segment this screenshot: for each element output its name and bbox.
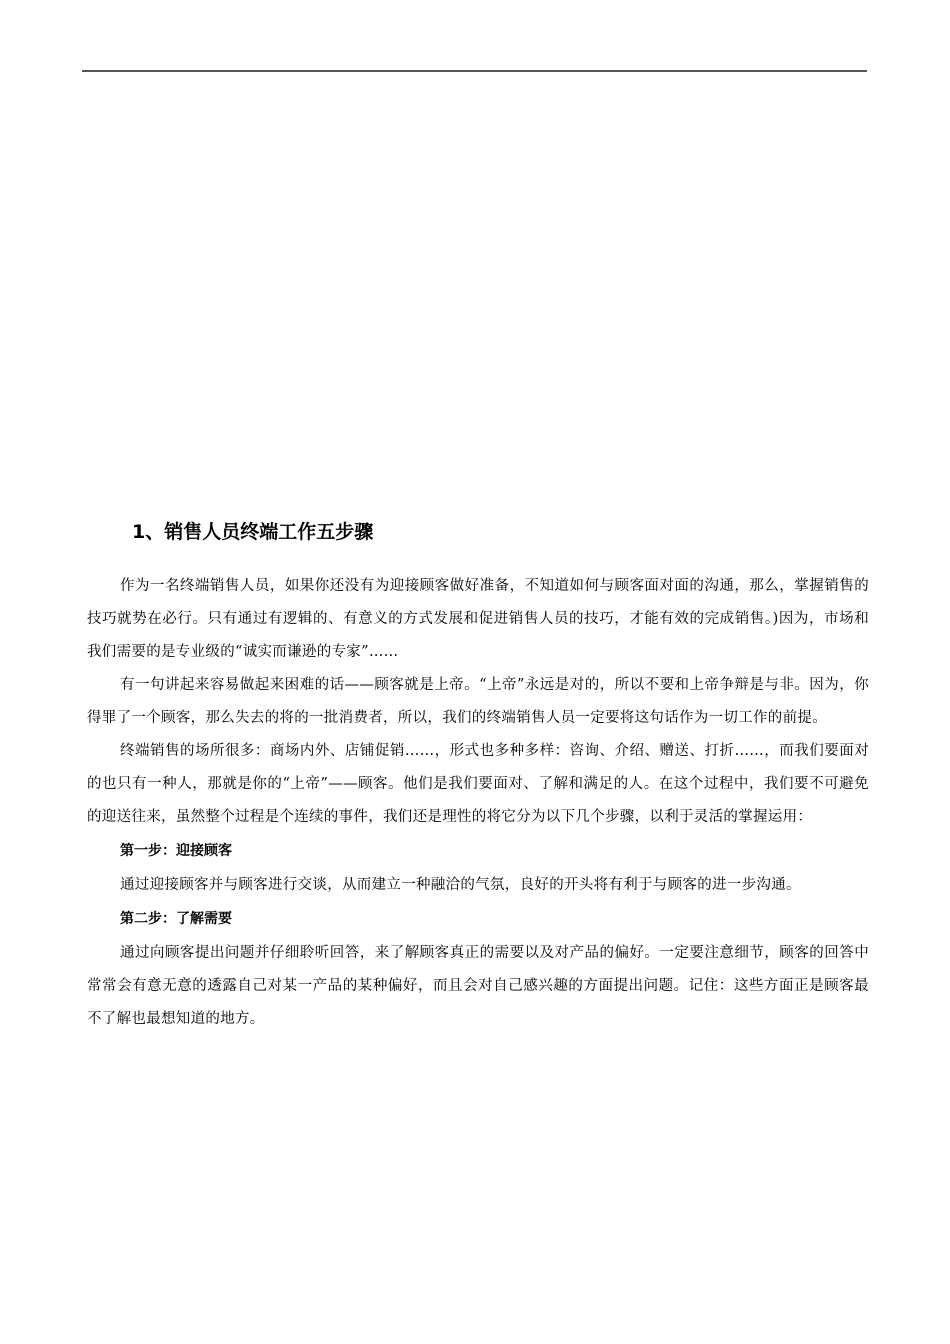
step-text: 通过迎接顾客并与顾客进行交谈，从而建立一种融洽的气氛，良好的开头将有利于与顾客的进一步沟通。 <box>120 877 801 893</box>
section-heading: 1、销售人员终端工作五步骤 <box>132 521 374 543</box>
intro-paragraph-2: 有一句讲起来容易做起来困难的话——顾客就是上帝。“上帝”永远是对的，所以不要和上帝争辩是与非。因为，你得罪了一个顾客，那么失去的将的一批消费者，所以，我们的终端销售人员一定要将这句话作为一切工作的前提。 <box>87 677 869 726</box>
header-rule <box>82 70 867 72</box>
intro-paragraph-3: 终端销售的场所很多：商场内外、店铺促销……，形式也多种多样：咨询、介绍、赠送、打折……，而我们要面对的也只有一种人，那就是你的“上帝”——顾客。他们是我们要面对、了解和满足的人。在这个过程中，我们要不可避免的迎送往来，虽然整个过程是个连续的事件，我们还是理性的将它分为以下几个步骤，以利于灵活的掌握运用： <box>87 743 869 825</box>
step-text: 通过向顾客提出问题并仔细聆听回答，来了解顾客真正的需要以及对产品的偏好。一定要注意细节，顾客的回答中常常会有意无意的透露自己对某一产品的某种偏好，而且会对自己感兴趣的方面提出问题。记住：这些方面正是顾客最不了解也最想知道的地方。 <box>87 945 869 1027</box>
intro-paragraph-1: 作为一名终端销售人员，如果你还没有为迎接顾客做好准备，不知道如何与顾客面对面的沟通，那么，掌握销售的技巧就势在必行。只有通过有逻辑的、有意义的方式发展和促进销售人员的技巧，才能有效的完成销售。)因为，市场和我们需要的是专业级的“诚实而谦逊的专家”…… <box>87 578 869 660</box>
step-title: 第二步：了解需要 <box>120 911 232 927</box>
document-body <box>87 514 869 1036</box>
step-1 <box>87 834 869 902</box>
step-2 <box>87 902 869 1036</box>
step-title: 第一步：迎接顾客 <box>120 843 232 859</box>
